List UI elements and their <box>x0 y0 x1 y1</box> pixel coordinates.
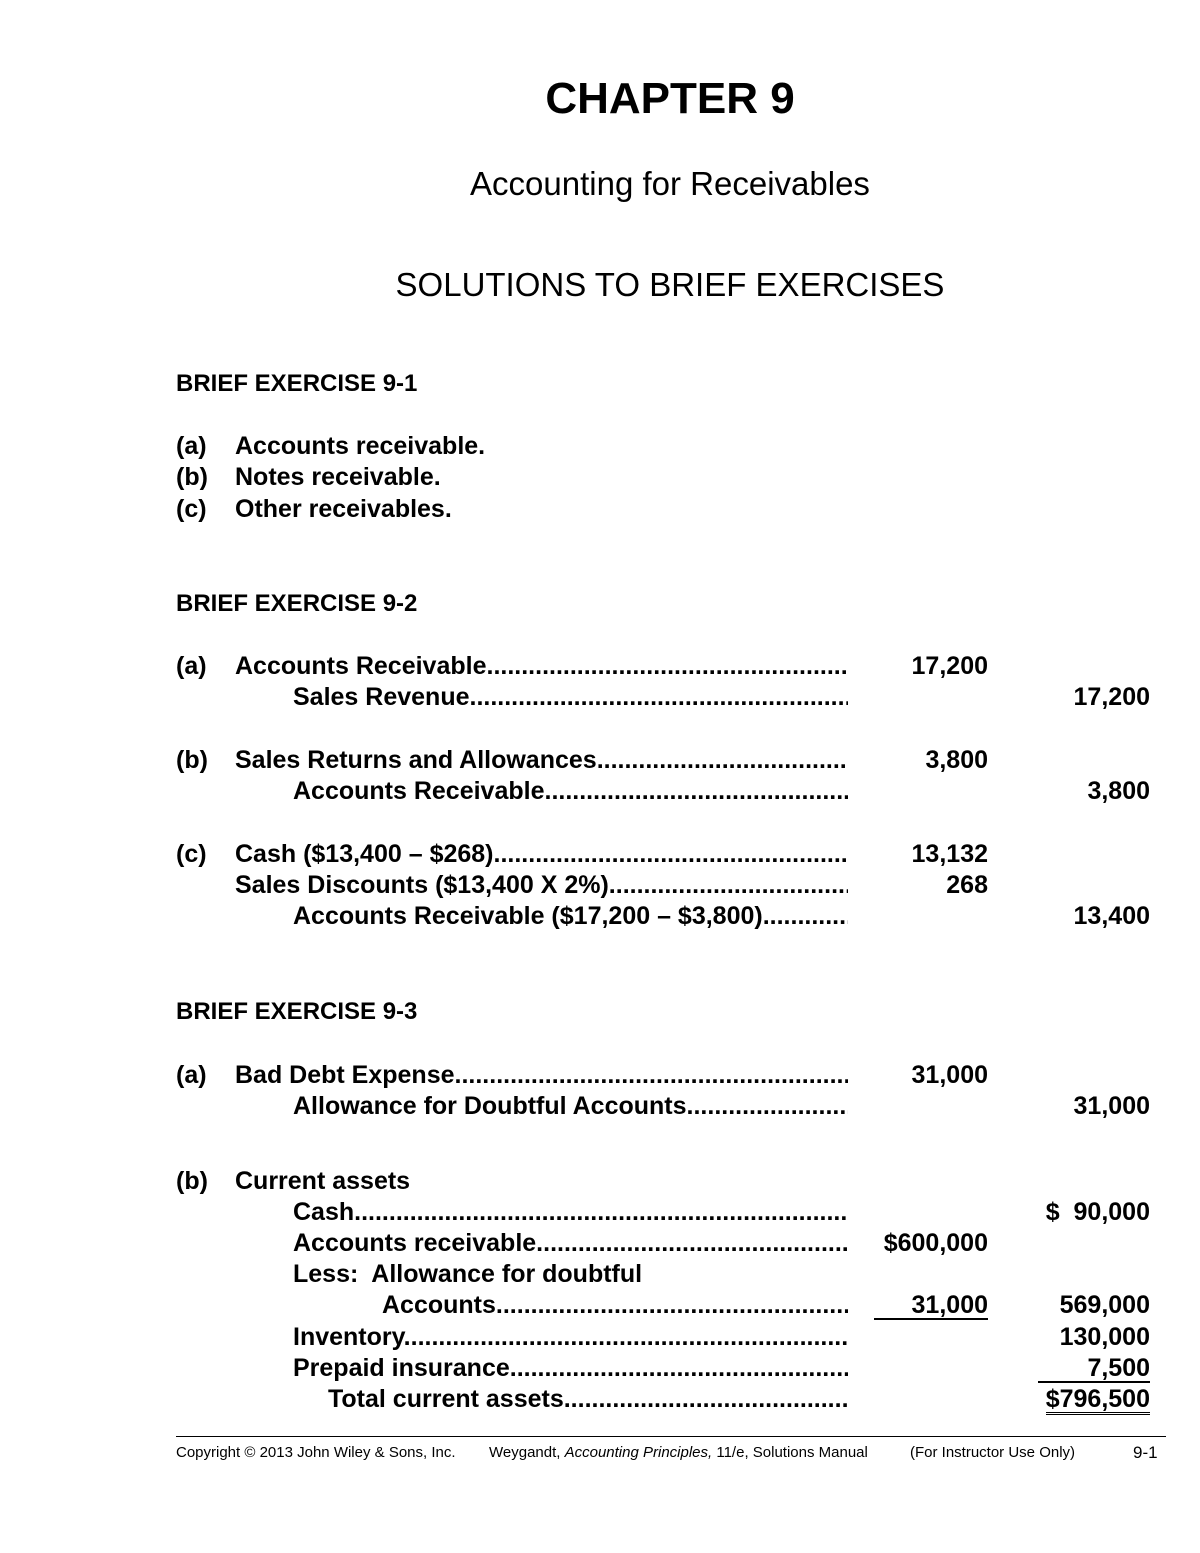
section-label: Current assets <box>235 1167 411 1195</box>
list-item <box>176 494 1156 525</box>
account-name: Sales Discounts ($13,400 X 2%) ..... <box>235 870 848 901</box>
credit-amount: 130,000 <box>1059 1323 1150 1351</box>
credit-amount: $796,500 <box>1045 1385 1150 1413</box>
footer-book-title: Accounting Principles, <box>564 1444 713 1461</box>
account-name: Accounts Receivable ..... <box>235 651 848 682</box>
page-number: 9-1 <box>1133 1443 1158 1462</box>
debit-amount: $600,000 <box>883 1229 988 1257</box>
account-name: Cash ($13,400 – $268) ..... <box>235 839 848 870</box>
balance-sheet-row <box>176 1322 1156 1353</box>
list-item <box>176 462 1156 493</box>
item-label: (c) <box>176 495 207 523</box>
debit-amount: 3,800 <box>925 746 988 774</box>
chapter-title: CHAPTER 9 <box>545 74 795 123</box>
account-name: Total current assets ..... <box>328 1384 848 1415</box>
footer-author: Weygandt, <box>489 1444 561 1461</box>
exercise-heading-9-2: BRIEF EXERCISE 9-2 <box>176 590 418 617</box>
balance-sheet-row <box>176 1197 1156 1228</box>
journal-row <box>176 870 1156 901</box>
debit-amount: 268 <box>946 871 988 899</box>
row-label: (c) <box>176 840 207 868</box>
account-name: Accounts ..... <box>382 1290 848 1321</box>
account-name: Accounts Receivable ..... <box>293 776 848 807</box>
list-item <box>176 431 1156 462</box>
journal-row <box>176 1091 1156 1122</box>
exercise-heading-9-3: BRIEF EXERCISE 9-3 <box>176 998 418 1025</box>
credit-amount: 13,400 <box>1073 902 1150 930</box>
debit-amount: 31,000 <box>911 1061 988 1089</box>
credit-amount: $ 90,000 <box>1045 1198 1150 1226</box>
account-name: Sales Revenue ..... <box>293 682 848 713</box>
chapter-subtitle: Accounting for Receivables <box>470 165 870 202</box>
journal-row <box>176 1060 1156 1091</box>
balance-sheet-row <box>176 1228 1156 1259</box>
credit-amount: 3,800 <box>1087 777 1150 805</box>
journal-row <box>176 901 1156 932</box>
item-label: (a) <box>176 432 207 460</box>
footer-rule <box>176 1436 1166 1437</box>
balance-sheet-row <box>176 1166 1156 1197</box>
section-heading: SOLUTIONS TO BRIEF EXERCISES <box>395 266 945 303</box>
row-label: (a) <box>176 652 207 680</box>
account-name: Less: Allowance for doubtful <box>293 1260 643 1288</box>
footer-citation <box>489 1444 868 1461</box>
credit-amount: 31,000 <box>1073 1092 1150 1120</box>
item-text: Other receivables. <box>235 495 452 523</box>
debit-amount-wrap <box>874 1290 988 1321</box>
journal-row <box>176 839 1156 870</box>
account-name: Sales Returns and Allowances ..... <box>235 745 848 776</box>
journal-row <box>176 682 1156 713</box>
journal-row <box>176 745 1156 776</box>
balance-sheet-row <box>176 1290 1156 1321</box>
item-label: (b) <box>176 463 208 491</box>
credit-amount: 7,500 <box>1038 1355 1150 1383</box>
balance-sheet-row <box>176 1384 1156 1415</box>
footer-edition: 11/e, Solutions Manual <box>716 1444 868 1461</box>
account-name: Cash ..... <box>293 1197 848 1228</box>
journal-row <box>176 776 1156 807</box>
account-name: Prepaid insurance ..... <box>293 1353 848 1384</box>
account-name: Allowance for Doubtful Accounts ..... <box>293 1091 848 1122</box>
debit-amount: 13,132 <box>911 840 988 868</box>
credit-amount: 17,200 <box>1073 683 1150 711</box>
credit-amount-wrap <box>1046 1384 1150 1415</box>
row-label: (b) <box>176 746 208 774</box>
item-text: Notes receivable. <box>235 463 441 491</box>
row-label: (b) <box>176 1167 208 1195</box>
credit-amount-wrap <box>1038 1353 1150 1384</box>
exercise-heading-9-1: BRIEF EXERCISE 9-1 <box>176 370 418 397</box>
footer-usage: (For Instructor Use Only) <box>910 1444 1076 1461</box>
account-name: Accounts receivable ..... <box>293 1228 848 1259</box>
debit-amount: 17,200 <box>911 652 988 680</box>
journal-row <box>176 651 1156 682</box>
balance-sheet-row <box>176 1259 1156 1290</box>
balance-sheet-row <box>176 1353 1156 1384</box>
debit-amount: 31,000 <box>874 1292 988 1320</box>
account-name: Inventory ..... <box>293 1322 848 1353</box>
account-name: Bad Debt Expense ..... <box>235 1060 848 1091</box>
credit-amount: 569,000 <box>1059 1291 1150 1319</box>
row-label: (a) <box>176 1061 207 1089</box>
account-name: Accounts Receivable ($17,200 – $3,800) ..... <box>293 901 848 932</box>
footer-copyright: Copyright © 2013 John Wiley & Sons, Inc. <box>176 1444 456 1461</box>
item-text: Accounts receivable. <box>235 432 486 460</box>
